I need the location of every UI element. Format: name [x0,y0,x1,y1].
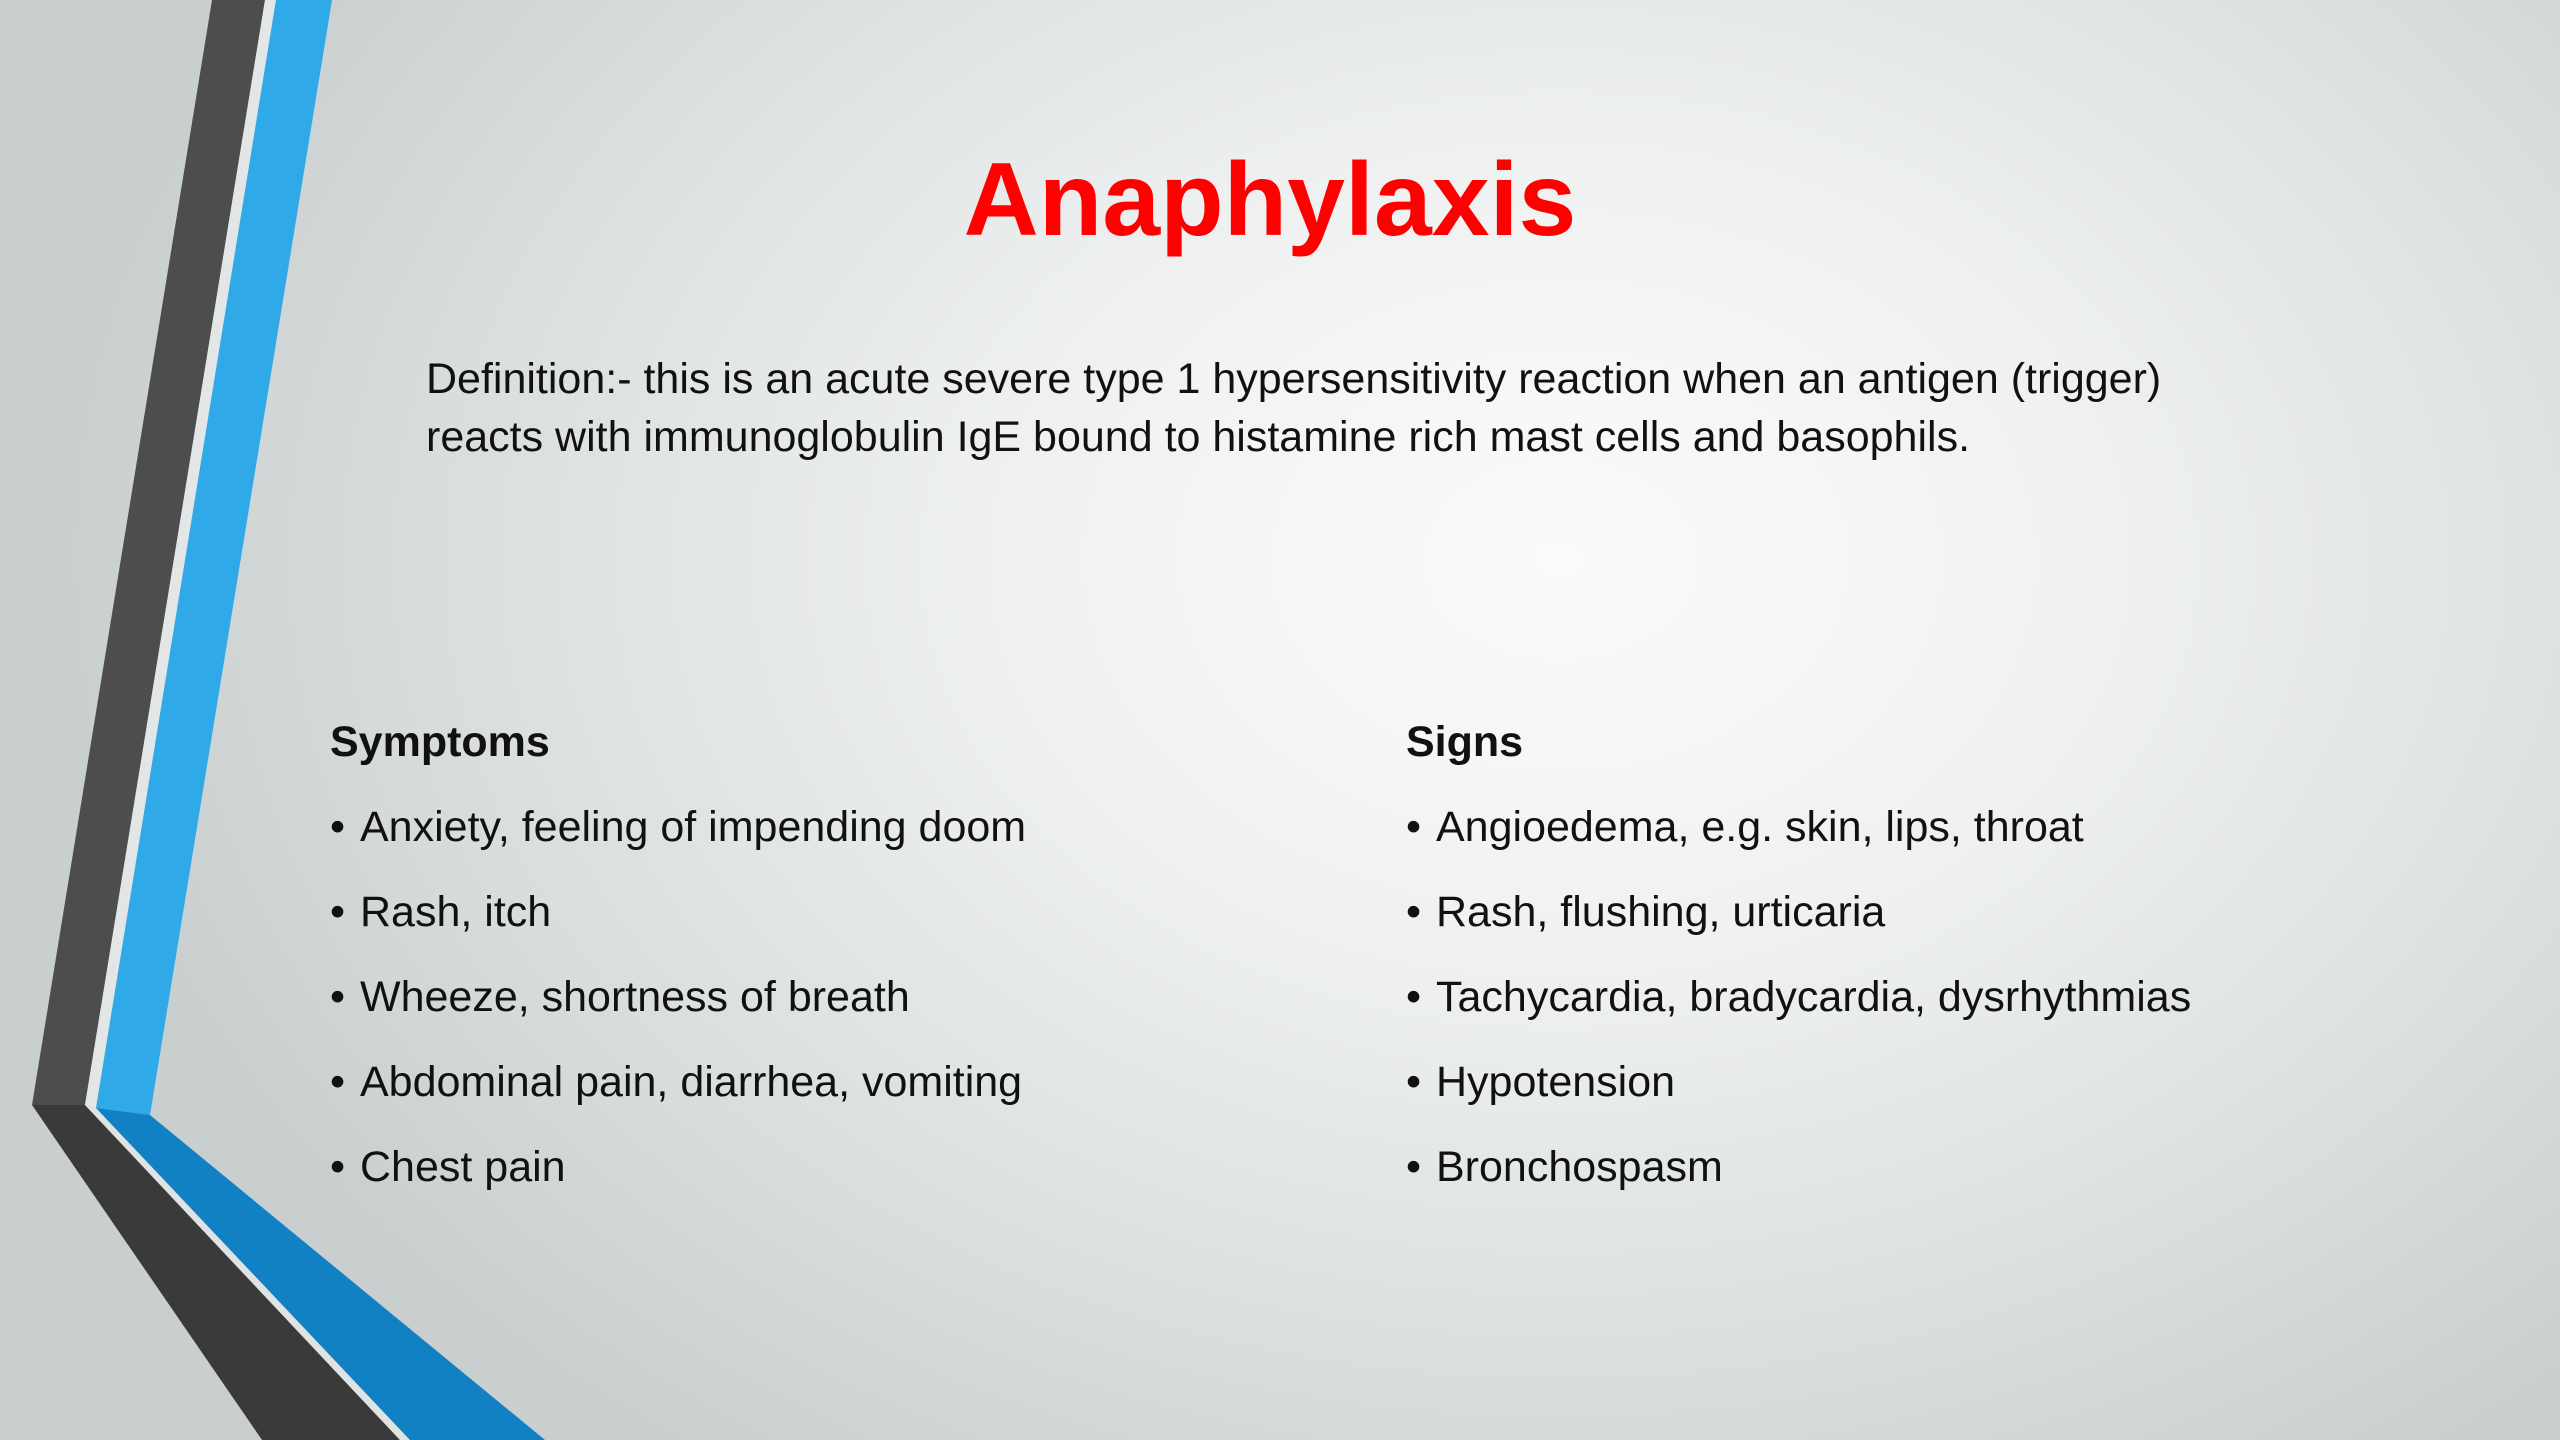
list-item-text: Hypotension [1436,1058,1676,1106]
list-item-text: Rash, flushing, urticaria [1436,888,1886,936]
symptoms-list [330,797,1330,1197]
bullet-glyph: • [1406,803,1422,851]
symptoms-heading: Symptoms [330,718,550,766]
list-item-text: Wheeze, shortness of breath [360,973,910,1021]
list-item-text: Angioedema, e.g. skin, lips, throat [1436,803,2084,851]
signs-list [1406,797,2406,1197]
list-item [1406,1137,2406,1197]
list-item [330,967,1330,1027]
list-item-text: Bronchospasm [1436,1143,1723,1191]
list-item-text: Rash, itch [360,888,552,936]
list-item [330,797,1330,857]
bullet-glyph: • [330,888,346,936]
signs-column [1406,712,2406,1222]
bullet-glyph: • [1406,888,1422,936]
slide-title: Anaphylaxis [963,142,1577,258]
list-item [330,1137,1330,1197]
bullet-glyph: • [330,1143,346,1191]
bullet-glyph: • [330,803,346,851]
bullet-glyph: • [1406,973,1422,1021]
list-item [1406,882,2406,942]
list-item [1406,967,2406,1027]
definition-text: Definition:- this is an acute severe type 1 hypersensitivity reaction when an antigen (trigger) reacts with immunoglobulin IgE bound to histamine rich mast cells and basophils. [426,355,2162,461]
signs-heading: Signs [1406,718,1524,766]
bullet-glyph: • [330,1058,346,1106]
list-item-text: Tachycardia, bradycardia, dysrhythmias [1436,973,2192,1021]
list-item-text: Chest pain [360,1143,566,1191]
bullet-glyph: • [1406,1058,1422,1106]
symptoms-column [330,712,1330,1222]
list-item [330,1052,1330,1112]
list-item-text: Anxiety, feeling of impending doom [360,803,1027,851]
list-item [330,882,1330,942]
list-item-text: Abdominal pain, diarrhea, vomiting [360,1058,1023,1106]
bullet-glyph: • [330,973,346,1021]
list-item [1406,1052,2406,1112]
bullet-glyph: • [1406,1143,1422,1191]
list-item [1406,797,2406,857]
